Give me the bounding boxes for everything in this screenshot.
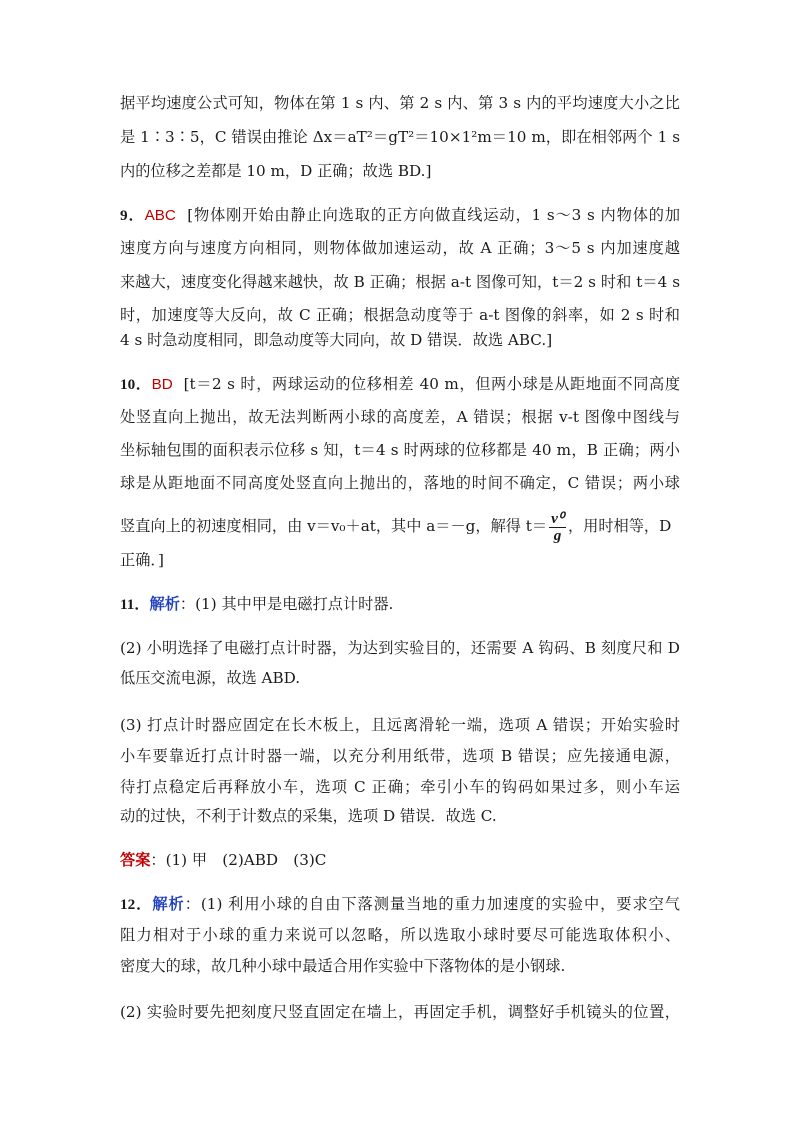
text-line: 4 s 时急动度相同，即急动度等大同向，故 D 错误．故选 ABC.] [120,331,553,349]
text-line: 内的位移之差都是 10 m，D 正确；故选 BD.] [120,162,432,180]
answer-choice: BD [151,376,173,393]
q9-first-line [120,205,680,226]
answer-text: ：(1) 甲 (2)ABD (3)C [150,851,327,869]
q12-first-line [120,894,680,915]
text-line: 据平均速度公式可知，物体在第 1 s 内、第 2 s 内、第 3 s 内的平均速度大小之比 [120,94,680,112]
text-line: 时，加速度等大反向，故 C 正确；根据急动度等于 a-t 图像的斜率，如 2 s 时和 [120,306,680,324]
text-line: (2) 实验时要先把刻度尺竖直固定在墙上，再固定手机，调整好手机镜头的位置， [120,1003,680,1021]
text-line: 待打点稳定后再释放小车，选项 C 正确；牵引小车的钩码如果过多，则小车运 [120,778,680,796]
text-line: 密度大的球，故几种小球中最适合用作实验中下落物体的是小钢球. [120,957,566,975]
text-line: 处竖直向上抛出，故无法判断两小球的高度差，A 错误；根据 v-t 图像中图线与 [120,408,680,426]
question-number: 12． [120,896,153,913]
question-number: 11． [120,596,150,613]
text-line: 球是从距地面不同高度处竖直向上抛出的，落地的时间不确定，C 错误；两小球 [120,474,680,492]
text-segment: ：(1) 利用小球的自由下落测量当地的重力加速度的实验中，要求空气 [184,895,680,913]
text-line: 低压交流电源，故选 ABD. [120,669,301,687]
text-line: 小车要靠近打点计时器一端，以充分利用纸带，选项 B 错误；应先接通电源， [120,747,680,765]
question-number: 9． [120,207,145,224]
analysis-label: 解析 [152,895,185,913]
q11-first-line [120,594,680,615]
answer-choice: ABC [144,207,176,224]
q10-first-line [120,374,680,395]
text-line: 是 1∶3∶5，C 错误由推论 Δx＝aT²＝gT²＝10×1²m＝10 m，即在相邻两个 1 s [120,128,680,146]
text-line: 阻力相对于小球的重力来说可以忽略，所以选取小球时要尽可能选取体积小、 [120,926,680,944]
q11-answer-line [120,850,680,870]
text-line: 坐标轴包围的面积表示位移 s 知，t＝4 s 时两球的位移都是 40 m，B 正确；两小 [120,441,680,459]
answer-label: 答案 [120,851,151,869]
fraction-numerator: v⁰ [551,509,564,527]
text-segment: ，用时相等，D [567,517,672,535]
text-line: 动的过快，不利于计数点的采集，选项 D 错误．故选 C. [120,807,497,825]
analysis-label: 解析 [149,595,180,613]
text-line: 来越大，速度变化得越来越快，故 B 正确；根据 a-t 图像可知，t＝2 s 时和 t＝4 s [120,273,680,291]
q10-formula-line [120,508,680,544]
fraction [549,511,566,544]
text-line: (3) 打点计时器应固定在长木板上，且远离滑轮一端，选项 A 错误；开始实验时 [120,716,680,734]
text-line: 正确．] [120,551,164,569]
text-line: [物体刚开始由静止向选取的正方向做直线运动，1 s～3 s 内物体的加 [187,206,681,224]
text-segment: ：(1) 其中甲是电磁打点计时器. [179,595,394,613]
fraction-denominator: g [553,526,562,544]
text-line: 速度方向与速度方向相同，则物体做加速运动，故 A 正确；3～5 s 内加速度越 [120,239,680,257]
question-number: 10． [120,376,152,393]
text-line: (2) 小明选择了电磁打点计时器，为达到实验目的，还需要 A 钩码、B 刻度尺和 D [120,639,680,657]
text-segment: 竖直向上的初速度相同，由 v＝v₀＋at，其中 a＝－g，解得 t＝ [120,517,548,535]
text-line: [t＝2 s 时，两球运动的位移相差 40 m，但两小球是从距地面不同高度 [183,375,681,393]
